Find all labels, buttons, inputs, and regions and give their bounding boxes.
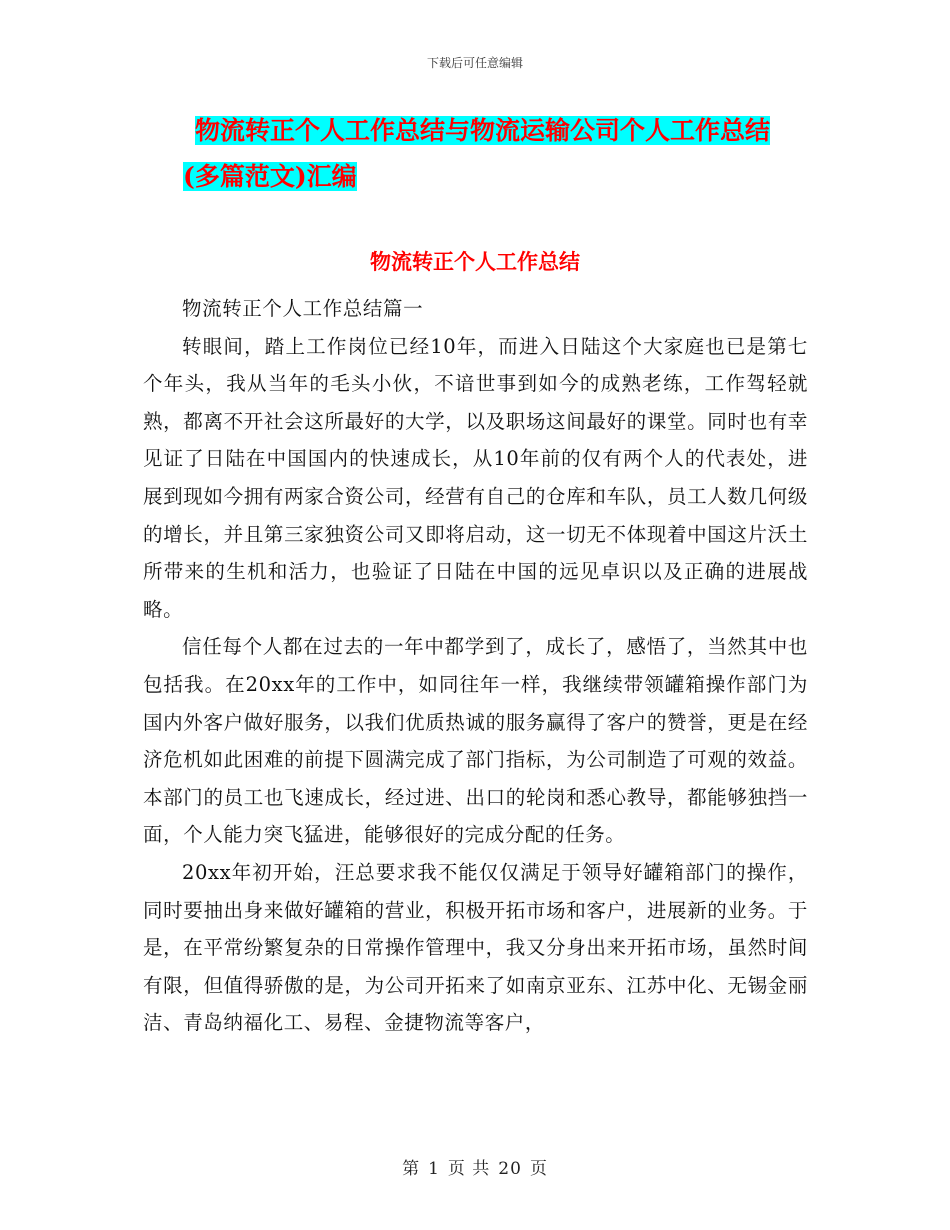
footer-prefix: 第 [402, 1159, 421, 1179]
footer-page-number: 1 [428, 1159, 440, 1179]
document-body [143, 290, 808, 1042]
footer-suffix: 页 [529, 1159, 548, 1179]
header-note: 下载后可任意编辑 [426, 56, 523, 70]
document-title [140, 108, 840, 200]
paragraph: 20xx年初开始，汪总要求我不能仅仅满足于领导好罐箱部门的操作，同时要抽出身来做好罐箱的营业，积极开拓市场和客户，进展新的业务。于是，在平常纷繁复杂的日常操作管理中，我又分身出来开拓市场，虽然时间有限，但值得骄傲的是，为公司开拓来了如南京亚东、江苏中化、无锡金丽洁、青岛纳福化工、易程、金捷物流等客户， [143, 860, 808, 1035]
paragraph-subtitle: 物流转正个人工作总结篇一 [182, 297, 424, 320]
page-footer [0, 1154, 950, 1179]
paragraph: 转眼间，踏上工作岗位已经10年，而进入日陆这个大家庭也已是第七个年头，我从当年的毛头小伙，不谙世事到如今的成熟老练，工作驾轻就熟，都离不开社会这所最好的大学，以及职场这间最好的课堂。同时也有幸见证了日陆在中国国内的快速成长，从10年前的仅有两个人的代表处，进展到现如今拥有两家合资公司，经营有自己的仓库和车队，员工人数几何级的增长，并且第三家独资公司又即将启动，这一切无不体现着中国这片沃土所带来的生机和活力，也验证了日陆在中国的远见卓识以及正确的进展战略。 [143, 334, 808, 621]
footer-middle: 页 共 [447, 1159, 491, 1179]
section-title: 物流转正个人工作总结 [370, 249, 580, 274]
title-line-1: 物流转正个人工作总结与物流运输公司个人工作总结 [195, 116, 771, 145]
footer-total-pages: 20 [498, 1159, 522, 1179]
title-line-2: (多篇范文)汇编 [183, 162, 357, 191]
paragraph: 信任每个人都在过去的一年中都学到了，成长了，感悟了，当然其中也包括我。在20xx年的工作中，如同往年一样，我继续带领罐箱操作部门为国内外客户做好服务，以我们优质热诚的服务赢得了客户的赞誉，更是在经济危机如此困难的前提下圆满完成了部门指标，为公司制造了可观的效益。本部门的员工也飞速成长，经过进、出口的轮岗和悉心教导，都能够独挡一面，个人能力突飞猛进，能够很好的完成分配的任务。 [143, 635, 808, 847]
